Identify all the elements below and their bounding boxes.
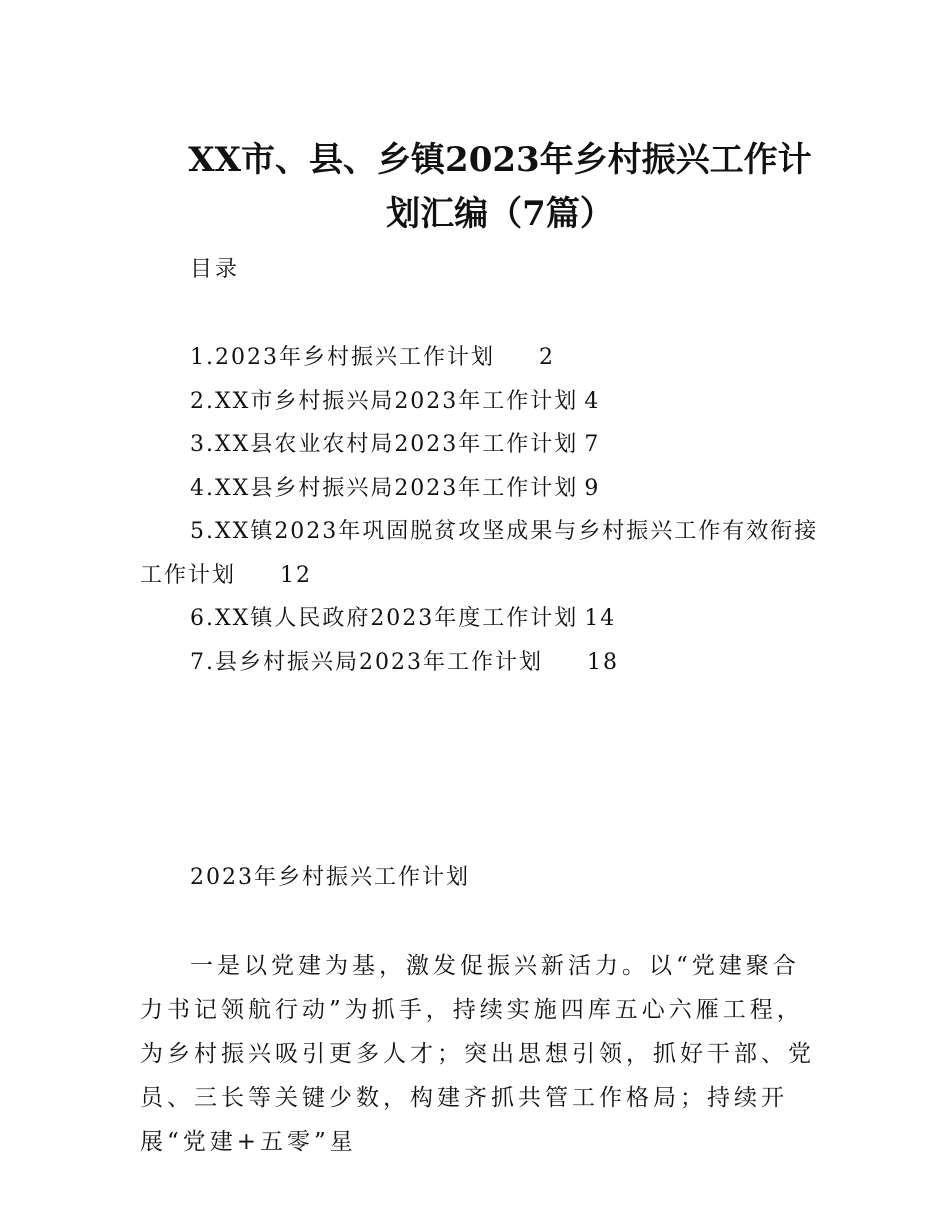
toc-item[interactable] [140,641,820,685]
toc-item-label: 5.XX镇2023年巩固脱贫攻坚成果与乡村振兴工作有效衔接工作计划 [140,519,819,588]
toc-item-page: 12 [280,562,313,588]
toc-item[interactable] [140,336,820,380]
toc-item-page: 2 [538,345,555,370]
table-of-contents [140,336,820,684]
body-paragraph: 一是以党建为基，激发促振兴新活力。以“党建聚合力书记领航行动”为抓手，持续实施四库五心六雁工程，为乡村振兴吸引更多人才；突出思想引领，抓好干部、党员、三长等关键少数，构建齐抓共管工作格局；持续开展“党建+五零”星 [140,953,815,1155]
toc-item-page: 7 [584,432,601,457]
document-title [140,133,860,241]
title-line-1: XX市、县、乡镇2023年乡村振兴工作计 [188,139,812,180]
toc-item-label: 2.XX市乡村振兴局2023年工作计划 [190,388,579,414]
toc-item[interactable] [140,510,820,597]
toc-item-label: 7.县乡村振兴局2023年工作计划 [190,649,543,675]
toc-item[interactable] [140,597,820,641]
toc-heading: 目录 [190,257,241,282]
toc-item-page: 4 [584,388,601,414]
toc-item[interactable] [140,380,820,424]
toc-item-page: 14 [584,606,617,631]
toc-item-label: 1.2023年乡村振兴工作计划 [190,345,495,370]
title-line-2: 划汇编（7篇） [386,193,614,234]
toc-item-label: 3.XX县农业农村局2023年工作计划 [190,432,579,457]
toc-item-page: 9 [584,475,601,501]
toc-item[interactable] [140,467,820,511]
toc-item-label: 6.XX镇人民政府2023年度工作计划 [190,606,579,631]
section-heading: 2023年乡村振兴工作计划 [190,865,470,890]
toc-item[interactable] [140,423,820,467]
toc-item-page: 18 [586,649,619,675]
toc-item-label: 4.XX县乡村振兴局2023年工作计划 [190,475,579,501]
